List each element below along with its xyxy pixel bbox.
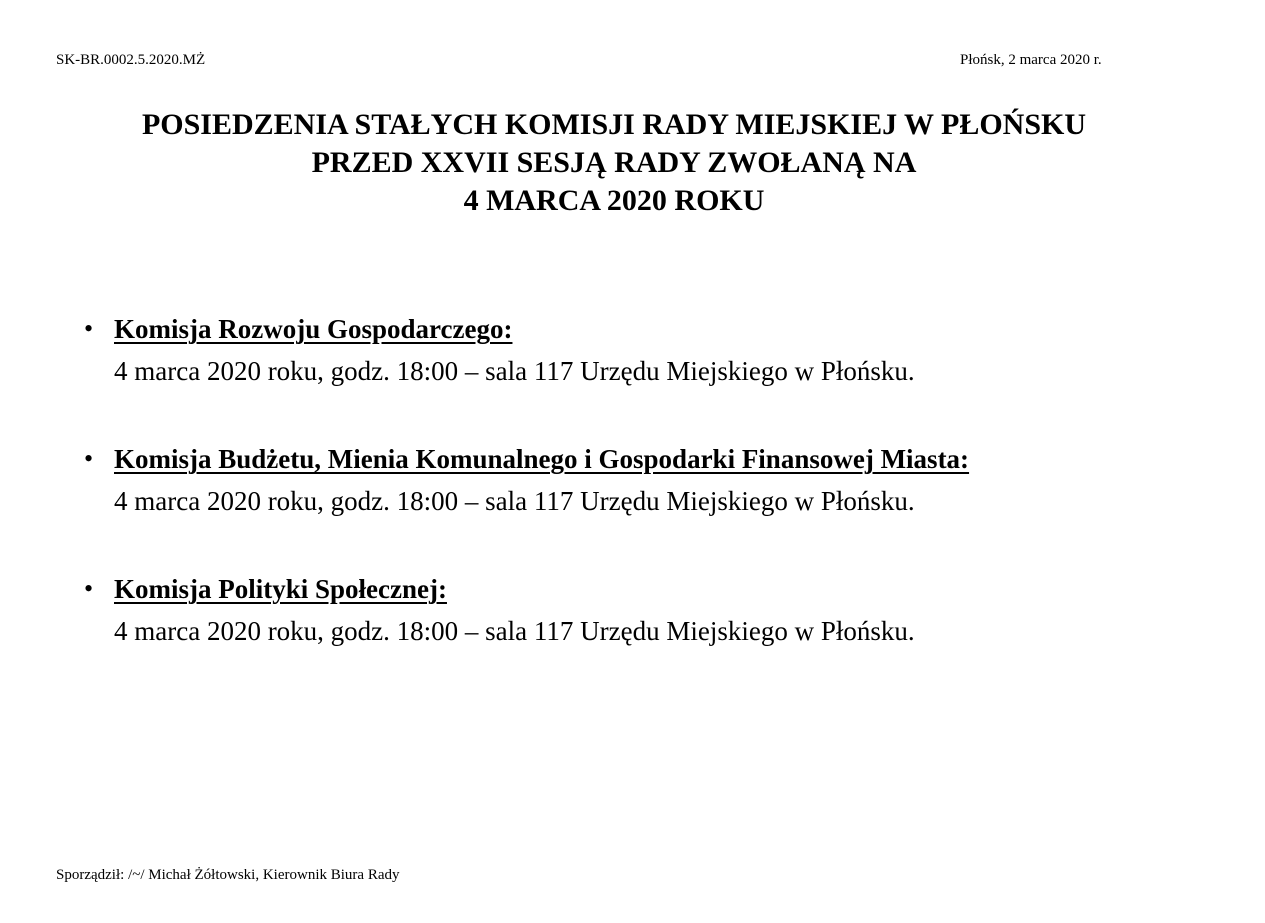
title-line-3: 4 MARCA 2020 ROKU [463, 184, 765, 217]
meeting-details: 4 marca 2020 roku, godz. 18:00 – sala 117 Urzędu Miejskiego w Płońsku. [114, 356, 915, 386]
document-reference-number: SK-BR.0002.5.2020.MŻ [56, 52, 206, 68]
list-item [84, 438, 1204, 568]
prepared-by-signature: Sporządził: /~/ Michał Żółtowski, Kierownik Biura Rady [56, 867, 400, 883]
committee-name: Komisja Budżetu, Mienia Komunalnego i Gospodarki Finansowej Miasta: [114, 444, 970, 474]
meetings-list [84, 308, 1204, 698]
meeting-details: 4 marca 2020 roku, godz. 18:00 – sala 117 Urzędu Miejskiego w Płońsku. [114, 486, 915, 516]
bullet-icon: • [84, 574, 94, 603]
list-item [84, 308, 1204, 438]
title-line-2: PRZED XXVII SESJĄ RADY ZWOŁANĄ NA [311, 146, 917, 179]
committee-name: Komisja Rozwoju Gospodarczego: [114, 314, 513, 344]
meeting-details: 4 marca 2020 roku, godz. 18:00 – sala 117 Urzędu Miejskiego w Płońsku. [114, 616, 915, 646]
bullet-icon: • [84, 314, 94, 343]
list-item [84, 568, 1204, 698]
place-and-date: Płońsk, 2 marca 2020 r. [960, 52, 1102, 68]
committee-name: Komisja Polityki Społecznej: [114, 574, 447, 604]
document-title [0, 106, 1228, 220]
bullet-icon: • [84, 444, 94, 473]
title-line-1: POSIEDZENIA STAŁYCH KOMISJI RADY MIEJSKIEJ W PŁOŃSKU [141, 108, 1087, 141]
